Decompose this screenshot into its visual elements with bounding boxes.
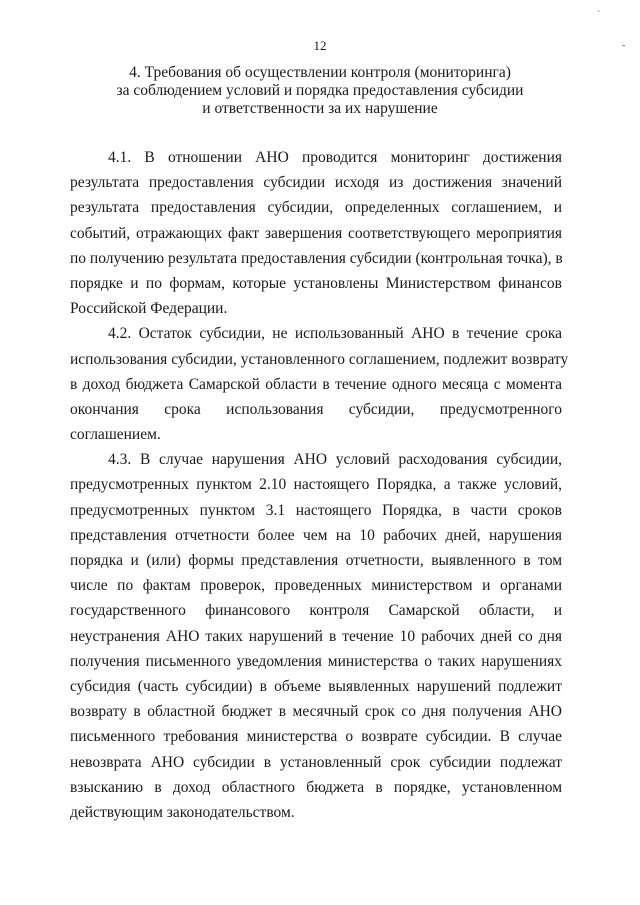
text-line: по получению результата предоставления субсидии (контрольная точка), в [70,249,563,267]
text-line: в доход бюджета Самарской области в течение одного месяца с момента [70,375,562,393]
text-line: получения письменного уведомления министерства о таких нарушениях [70,652,562,670]
text-line: 4.1. В отношении АНО проводится мониторинг достижения [108,149,562,166]
text-line: предусмотренных пунктом 3.1 настоящего Порядка, в части сроков [70,501,562,519]
scan-artifact: ˋ [597,10,601,21]
paragraph-4-3 [70,447,562,825]
text-line: субсидия (часть субсидии) в объеме выявленных нарушений подлежит [70,677,562,695]
paragraph-4-1 [70,145,562,321]
text-line: числе по фактам проверок, проведенных министерством и органами [70,577,562,595]
text-line: результата предоставления субсидии, определенных соглашением, и [70,199,562,217]
text-line: окончания срока использования субсидии, предусмотренного [70,400,562,418]
text-line: государственного финансового контроля Самарской области, и [70,602,562,620]
text-line: действующим законодательством. [70,803,295,821]
text-line: событий, отражающих факт завершения соответствующего мероприятия [70,224,562,242]
text-line: представления отчетности более чем на 10 рабочих дней, нарушения [70,526,562,544]
text-line: неустранения АНО таких нарушений в течение 10 рабочих дней со дня [70,627,562,645]
text-line: 4.2. Остаток субсидии, не использованный АНО в течение срока [108,325,562,343]
text-line: письменного требования министерства о возврате субсидии. В случае [70,728,562,746]
body-text [70,145,569,825]
scan-artifact: - [622,40,626,51]
heading-line: 4. Требования об осуществлении контроля (мониторинга) [129,64,511,81]
text-line: результата предоставления субсидии исходя из достижения значений [70,174,562,192]
text-line: предусмотренных пунктом 2.10 настоящего Порядка, а также условий, [70,476,562,494]
text-line: использования субсидии, установленного соглашением, подлежит возврату [70,350,569,368]
text-line: 4.3. В случае нарушения АНО условий расходования субсидии, [108,451,562,469]
text-line: взысканию в доход областного бюджета в порядке, установленном [70,778,562,796]
page-number: 12 [313,38,327,53]
text-line: соглашением. [70,426,161,444]
text-line: порядке и по формам, которые установлены Министерством финансов [70,274,562,292]
text-line: Российской Федерации. [70,300,228,318]
text-line: невозврата АНО субсидии в установленный срок субсидии подлежат [70,753,562,771]
text-line: порядка и (или) формы представления отчетности, выявленного в том [70,552,562,569]
section-heading [70,64,570,118]
heading-line: за соблюдением условий и порядка предоставления субсидии [116,82,524,99]
paragraph-4-2 [70,321,569,447]
text-line: возврату в областной бюджет в месячный срок со дня получения АНО [70,703,562,721]
heading-line: и ответственности за их нарушение [202,100,438,117]
